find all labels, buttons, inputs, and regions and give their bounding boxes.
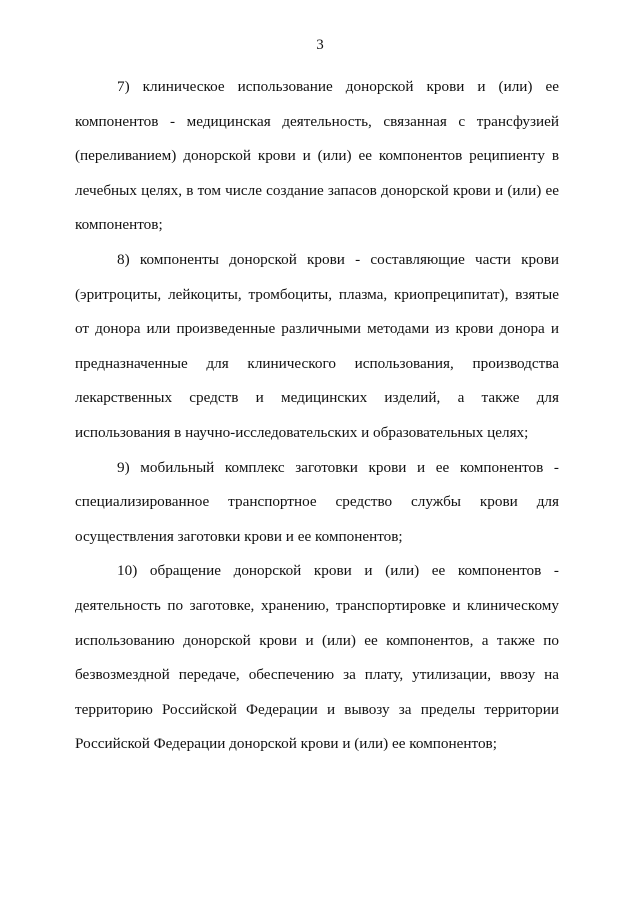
paragraph-item-7: 7) клиническое использование донорской крови и (или) ее компонентов - медицинская деятельность, связанная с трансфузией (переливанием) донорской крови и (или) ее компонентов реципиенту в лечебных целях, в том числе создание запасов донорской крови и (или) ее компонентов; <box>75 78 559 234</box>
paragraph-item-10: 10) обращение донорской крови и (или) ее компонентов - деятельность по заготовке, хранению, транспортировке и клиническому использованию донорской крови и (или) ее компонентов, а также по безвозмездной передаче, обеспечению за плату, утилизации, ввозу на территорию Российской Федерации и вывозу за пределы территории Российской Федерации донорской крови и (или) ее компонентов; <box>75 562 559 753</box>
paragraph-item-9: 9) мобильный комплекс заготовки крови и ее компонентов - специализированное транспортное средство службы крови для осуществления заготовки крови и ее компонентов; <box>75 458 559 545</box>
document-body <box>75 70 559 762</box>
page-number: 3 <box>316 37 324 53</box>
paragraph-item-8: 8) компоненты донорской крови - составляющие части крови (эритроциты, лейкоциты, тромбоциты, плазма, криопреципитат), взятые от донора или произведенные различными методами из крови донора и предназначенные для клинического использования, производства лекарственных средств и медицинских изделий, а также для использования в научно-исследовательских и образовательных целях; <box>75 250 559 441</box>
